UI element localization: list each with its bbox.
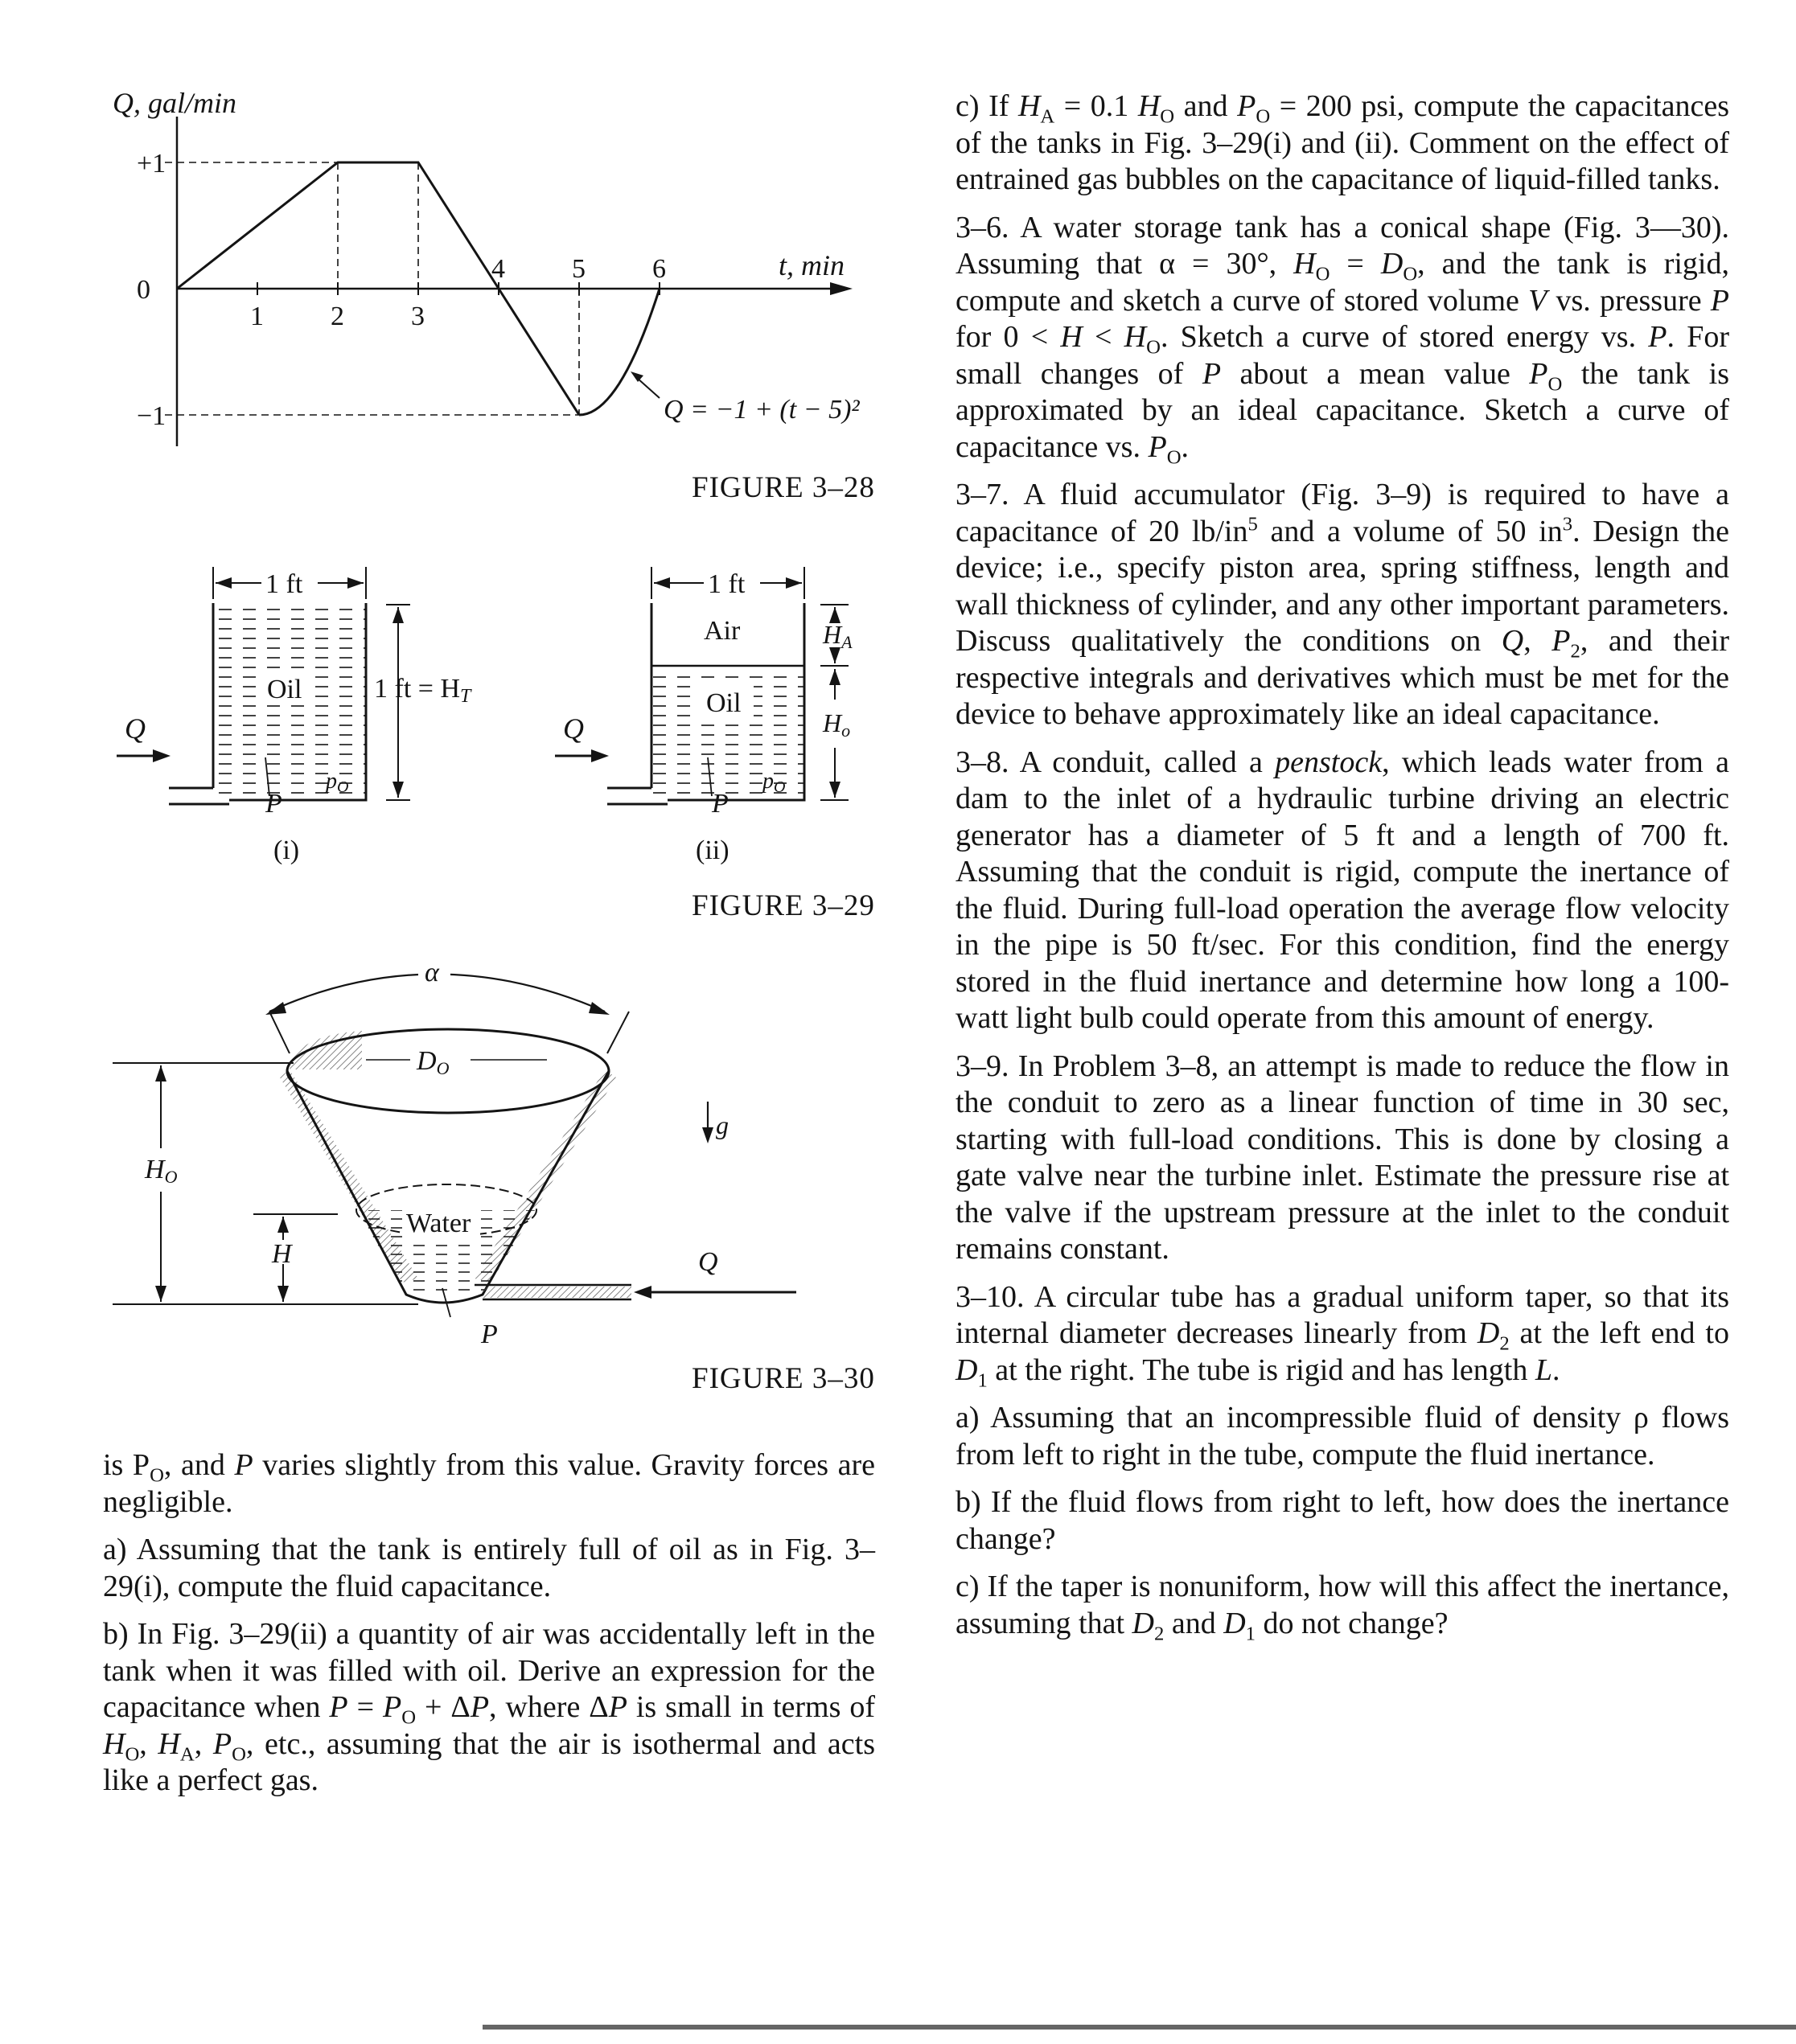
x-tick-label-3: 3 xyxy=(411,302,425,331)
arrowhead xyxy=(591,749,609,762)
x-axis-arrowhead xyxy=(830,282,853,295)
dim-arrow xyxy=(654,577,670,589)
tank-ii xyxy=(555,567,853,865)
problem-3-10-c: c) If the taper is nonuniform, how will this affect the inertance, assuming that $D_2$ and $D_1$ do not change? xyxy=(956,1570,1729,1645)
x-tick-label-6: 6 xyxy=(652,254,666,284)
problem-3-7: 3–7. A fluid accumulator (Fig. 3–9) is required to have a capacitance of 20 $lb/in^5$ and a volume of 50 $in^3$. Design the device; i.e., specify piston area, spring stiffness, length and wall thickness of cylinder, and any other important parameters. Discuss qualitatively the conditions on Q, $P_2$, and their respective integrals and derivatives which must be met for the device to behave approximately like an ideal capacitance. xyxy=(956,478,1729,731)
figure-3-29-tanks xyxy=(97,547,885,885)
angle-line xyxy=(269,1012,290,1053)
h-label: H xyxy=(272,1239,292,1269)
tank-i-height-label: 1 ft = HT xyxy=(374,674,471,707)
gravity-label: g xyxy=(716,1110,729,1139)
chart-tick-labels xyxy=(137,149,666,431)
arc-arrow xyxy=(589,1002,610,1015)
inflow-label: Q xyxy=(698,1247,718,1277)
dim-arrow xyxy=(155,1286,166,1302)
annotation-leader xyxy=(637,378,660,398)
left-paragraph-2: a) Assuming that the tank is entirely full of oil as in Fig. 3–29(i), compute the fluid capacitance. xyxy=(103,1533,875,1603)
x-tick-label-1: 1 xyxy=(250,302,264,331)
x-axis-label: t, min xyxy=(779,249,845,281)
dim-arrow xyxy=(392,782,404,798)
left-paragraph-3: b) In Fig. 3–29(ii) a quantity of air was accidentally left in the tank when it was filled with oil. Derive an expression for the capacitance when $P = P_O + \Delta P$, where ΔP is small in terms of $H_O$, $H_A$, $P_O$, etc., assuming that the air is isothermal and acts like a perfect gas. xyxy=(103,1617,876,1797)
tank-ii-pressure-label: P xyxy=(712,789,729,819)
figure-3-30-caption: FIGURE 3–30 xyxy=(692,1362,875,1395)
arrowhead xyxy=(153,749,171,762)
tank-i-caption: (i) xyxy=(273,835,300,865)
problem-3-10: 3–10. A circular tube has a gradual uniform taper, so that its internal diameter decreases linearly from $D_2$ at the left end to $D_1$ at the right. The tube is rigid and has length L. xyxy=(956,1279,1729,1392)
y-tick-label-2: −1 xyxy=(137,401,166,431)
tank-ii-fluid-label: Oil xyxy=(706,688,742,718)
dim-arrow xyxy=(277,1286,289,1302)
annotation-arrowhead xyxy=(631,371,643,382)
figure-3-30-conical-tank xyxy=(97,941,885,1375)
tank-ii-ha-label: HA xyxy=(823,620,853,652)
arc-arrow xyxy=(265,1002,286,1015)
dim-arrow xyxy=(392,607,404,623)
d0-label: DO xyxy=(417,1046,450,1078)
tank-ii-inflow-label: Q xyxy=(563,712,584,745)
right-column-text xyxy=(956,88,1729,1653)
dim-arrow xyxy=(277,1217,289,1233)
dim-arrow xyxy=(216,577,232,589)
tank-i-inflow-label: Q xyxy=(125,712,146,745)
tank-i-p0-label: pO xyxy=(326,769,349,796)
dim-arrow xyxy=(155,1065,166,1082)
x-tick-label-2: 2 xyxy=(331,302,344,331)
tank-ii-p0-label: pO xyxy=(762,769,786,796)
dim-arrow xyxy=(347,577,364,589)
left-paragraph-1: is $P_O$, and P varies slightly from this value. Gravity forces are negligible. xyxy=(103,1448,875,1519)
tank-i-fluid-label: Oil xyxy=(267,675,302,704)
y-tick-label-1: 0 xyxy=(137,275,150,305)
x-tick-label-5: 5 xyxy=(572,254,586,284)
y-axis-label: Q, gal/min xyxy=(113,87,237,119)
dim-arrow xyxy=(829,669,840,685)
tank-ii-width-label: 1 ft xyxy=(708,569,746,599)
figure-3-29-caption: FIGURE 3–29 xyxy=(692,889,875,922)
y-tick-label-0: +1 xyxy=(137,149,166,179)
tank-ii-caption: (ii) xyxy=(696,835,729,865)
figure-3-28-caption: FIGURE 3–28 xyxy=(692,471,875,504)
problem-3-6: 3–6. A water storage tank has a conical shape (Fig. 3—30). Assuming that α = 30°, $H_O = D_O$, and the tank is rigid, compute and sketch a curve of stored volume V vs. pressure P for $0 < H < H_O$. Sketch a curve of stored energy vs. P. For small changes of P about a mean value $P_O$ the tank is approximated by an ideal capacitance. Sketch a curve of capacitance vs. $P_O$. xyxy=(956,210,1730,469)
h0-label: HO xyxy=(145,1155,178,1187)
dim-arrow xyxy=(829,782,840,798)
series-parabola xyxy=(579,289,660,415)
left-column-text xyxy=(103,1447,875,1811)
arrowhead xyxy=(634,1286,651,1299)
problem-3-9: 3–9. In Problem 3–8, an attempt is made to reduce the flow in the conduit to zero as a linear function of time in 30 sec, starting with full-load conditions. This is done by closing a gate valve near the turbine inlet. Estimate the pressure rise at the valve if the upstream pressure at the inlet to the conduit remains constant. xyxy=(956,1049,1729,1266)
tank-ii-gas-label: Air xyxy=(704,616,741,646)
problem-3-8: 3–8. A conduit, called a penstock, which leads water from a dam to the inlet of a hydraulic turbine driving an electric generator has a diameter of 5 ft and a length of 700 ft. Assuming that the conduit is rigid, compute the inertance of the fluid. During full-load operation the average flow velocity in the pipe is 50 ft/sec. For this condition, find the energy stored in the fluid inertance and determine how long a 100-watt light bulb could operate from this amount of energy. xyxy=(956,745,1729,1035)
tank-i xyxy=(117,567,472,865)
dim-arrow xyxy=(786,577,802,589)
angle-line xyxy=(607,1012,629,1053)
alpha-label: α xyxy=(425,958,439,987)
problem-3-10-b: b) If the fluid flows from right to left, how does the inertance change? xyxy=(956,1485,1729,1556)
water-label: Water xyxy=(406,1209,471,1238)
dim-arrow xyxy=(829,647,840,663)
pipe-shading xyxy=(483,1287,631,1298)
tank-ii-ho-label: Ho xyxy=(823,708,851,741)
scan-bottom-edge xyxy=(483,2025,1796,2030)
x-tick-label-4: 4 xyxy=(491,254,505,284)
arrowhead xyxy=(702,1127,713,1143)
problem-3-10-a: a) Assuming that an incompressible fluid of density ρ flows from left to right in the tube, compute the fluid inertance. xyxy=(956,1401,1729,1471)
curve-annotation: Q = −1 + (t − 5)² xyxy=(664,395,860,425)
pressure-label: P xyxy=(481,1320,498,1349)
tank-i-width-label: 1 ft xyxy=(265,569,303,599)
tank-i-pressure-label: P xyxy=(265,789,282,819)
right-paragraph-1: c) If $H_A = 0.1$ $H_O$ and $P_O = 200$ psi, compute the capacitances of the tanks in Fig. 3–29(i) and (ii). Comment on the effect of entrained gas bubbles on the capacitance of liquid-filled tanks. xyxy=(956,89,1729,196)
figure-3-28-chart xyxy=(97,80,885,531)
